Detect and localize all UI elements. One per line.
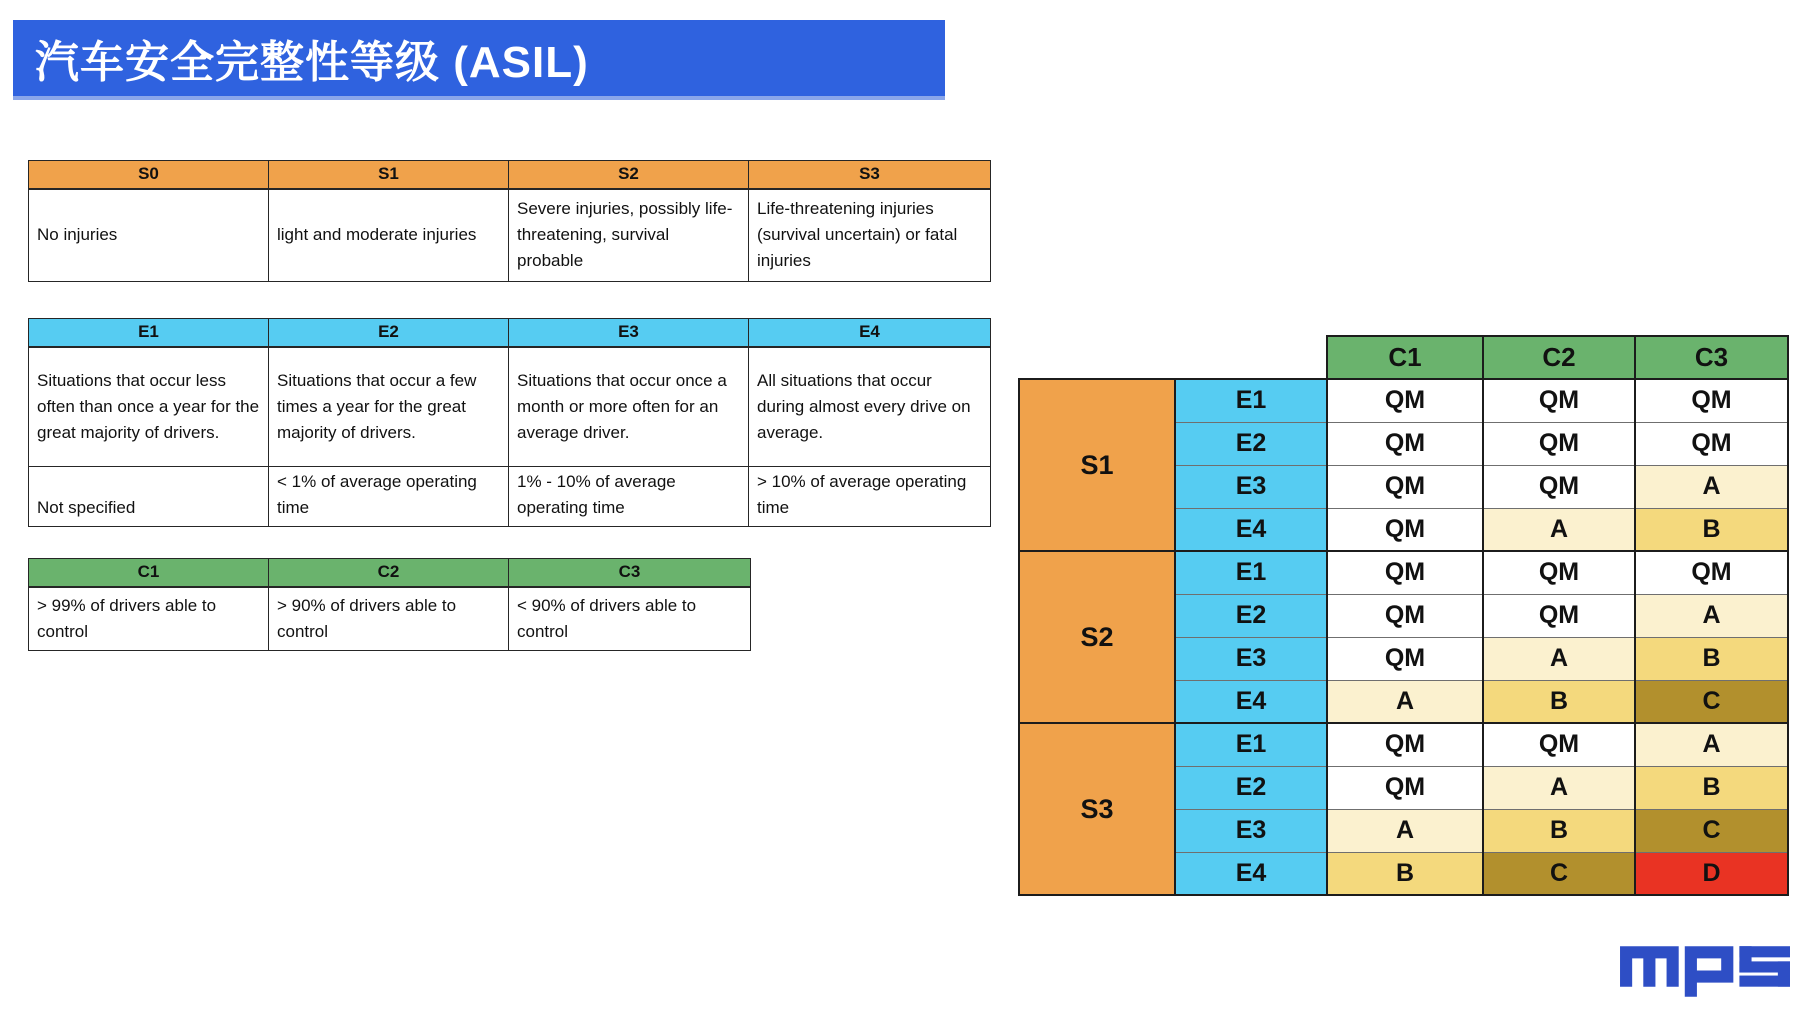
matrix-exposure-cell: E2: [1175, 594, 1327, 637]
exposure-header-cell: E2: [269, 319, 509, 347]
exposure-table: [28, 318, 991, 527]
matrix-col-header: C3: [1635, 336, 1788, 379]
matrix-severity-cell: S1: [1019, 379, 1175, 551]
matrix-asil-cell: QM: [1327, 465, 1483, 508]
controllability-desc-cell: > 99% of drivers able to control: [29, 587, 269, 651]
matrix-asil-cell: QM: [1327, 766, 1483, 809]
matrix-asil-cell: QM: [1483, 465, 1635, 508]
matrix-exposure-cell: E2: [1175, 422, 1327, 465]
exposure-header-cell: E1: [29, 319, 269, 347]
matrix-asil-cell: A: [1483, 508, 1635, 551]
page-title: 汽车安全完整性等级 (ASIL): [35, 38, 589, 87]
matrix-asil-cell: B: [1635, 766, 1788, 809]
asil-matrix: [1018, 335, 1789, 896]
matrix-exposure-cell: E1: [1175, 551, 1327, 594]
controllability-desc-cell: > 90% of drivers able to control: [269, 587, 509, 651]
exposure-desc-cell: All situations that occur during almost every drive on average.: [749, 347, 991, 467]
matrix-header-row: [1019, 336, 1788, 379]
matrix-asil-cell: A: [1327, 809, 1483, 852]
matrix-asil-cell: QM: [1635, 551, 1788, 594]
matrix-row: [1019, 551, 1788, 594]
matrix-asil-cell: A: [1635, 465, 1788, 508]
matrix-asil-cell: C: [1635, 809, 1788, 852]
exposure-operating-time-cell: 1% - 10% of average operating time: [509, 467, 749, 527]
logo-letter-m: [1620, 946, 1679, 986]
matrix-asil-cell: A: [1483, 637, 1635, 680]
controllability-desc-row: [29, 587, 751, 651]
severity-desc-cell: light and moderate injuries: [269, 189, 509, 282]
matrix-asil-cell: A: [1483, 766, 1635, 809]
exposure-operating-time-row: [29, 467, 991, 527]
matrix-exposure-cell: E3: [1175, 465, 1327, 508]
matrix-asil-cell: B: [1483, 680, 1635, 723]
exposure-header-row: [29, 319, 991, 347]
severity-header-cell: S1: [269, 161, 509, 189]
matrix-asil-cell: QM: [1327, 723, 1483, 766]
matrix-asil-cell: C: [1635, 680, 1788, 723]
severity-desc-cell: No injuries: [29, 189, 269, 282]
matrix-asil-cell: QM: [1327, 379, 1483, 422]
exposure-desc-row: [29, 347, 991, 467]
controllability-header-cell: C1: [29, 559, 269, 587]
matrix-asil-cell: QM: [1327, 551, 1483, 594]
matrix-asil-cell: QM: [1635, 379, 1788, 422]
controllability-desc-cell: < 90% of drivers able to control: [509, 587, 751, 651]
severity-desc-cell: Severe injuries, possibly life-threatening, survival probable: [509, 189, 749, 282]
matrix-exposure-cell: E3: [1175, 809, 1327, 852]
matrix-asil-cell: QM: [1327, 422, 1483, 465]
matrix-asil-cell: QM: [1327, 508, 1483, 551]
matrix-asil-cell: QM: [1483, 723, 1635, 766]
matrix-severity-cell: S2: [1019, 551, 1175, 723]
severity-header-cell: S0: [29, 161, 269, 189]
severity-desc-cell: Life-threatening injuries (survival uncertain) or fatal injuries: [749, 189, 991, 282]
matrix-blank-corner: [1019, 336, 1327, 379]
severity-header-cell: S2: [509, 161, 749, 189]
title-banner: [13, 20, 945, 100]
exposure-operating-time-cell: < 1% of average operating time: [269, 467, 509, 527]
logo-letter-p: [1685, 946, 1734, 997]
matrix-asil-cell: C: [1483, 852, 1635, 895]
matrix-col-header: C2: [1483, 336, 1635, 379]
exposure-desc-cell: Situations that occur once a month or more often for an average driver.: [509, 347, 749, 467]
matrix-asil-cell: QM: [1327, 594, 1483, 637]
matrix-exposure-cell: E1: [1175, 379, 1327, 422]
matrix-asil-cell: B: [1635, 508, 1788, 551]
exposure-desc-cell: Situations that occur a few times a year for the great majority of drivers.: [269, 347, 509, 467]
matrix-asil-cell: QM: [1635, 422, 1788, 465]
matrix-row: [1019, 723, 1788, 766]
matrix-asil-cell: QM: [1327, 637, 1483, 680]
matrix-asil-cell: B: [1483, 809, 1635, 852]
controllability-header-row: [29, 559, 751, 587]
mps-logo: [1618, 944, 1790, 997]
matrix-asil-cell: QM: [1483, 379, 1635, 422]
controllability-header-cell: C2: [269, 559, 509, 587]
logo-letter-s: [1739, 946, 1790, 986]
exposure-desc-cell: Situations that occur less often than once a year for the great majority of drivers.: [29, 347, 269, 467]
severity-header-row: [29, 161, 991, 189]
matrix-exposure-cell: E4: [1175, 508, 1327, 551]
exposure-header-cell: E3: [509, 319, 749, 347]
matrix-asil-cell: QM: [1483, 594, 1635, 637]
matrix-asil-cell: A: [1635, 723, 1788, 766]
controllability-header-cell: C3: [509, 559, 751, 587]
severity-header-cell: S3: [749, 161, 991, 189]
matrix-asil-cell: QM: [1483, 422, 1635, 465]
matrix-asil-cell: QM: [1483, 551, 1635, 594]
exposure-operating-time-cell: Not specified: [29, 467, 269, 527]
matrix-exposure-cell: E3: [1175, 637, 1327, 680]
severity-desc-row: [29, 189, 991, 282]
matrix-asil-cell: A: [1635, 594, 1788, 637]
matrix-asil-cell: B: [1327, 852, 1483, 895]
exposure-operating-time-cell: > 10% of average operating time: [749, 467, 991, 527]
controllability-table: [28, 558, 751, 651]
matrix-severity-cell: S3: [1019, 723, 1175, 895]
severity-table: [28, 160, 991, 282]
matrix-asil-cell: D: [1635, 852, 1788, 895]
matrix-col-header: C1: [1327, 336, 1483, 379]
matrix-row: [1019, 379, 1788, 422]
matrix-exposure-cell: E4: [1175, 852, 1327, 895]
matrix-exposure-cell: E4: [1175, 680, 1327, 723]
matrix-asil-cell: A: [1327, 680, 1483, 723]
exposure-header-cell: E4: [749, 319, 991, 347]
matrix-exposure-cell: E2: [1175, 766, 1327, 809]
matrix-asil-cell: B: [1635, 637, 1788, 680]
matrix-exposure-cell: E1: [1175, 723, 1327, 766]
